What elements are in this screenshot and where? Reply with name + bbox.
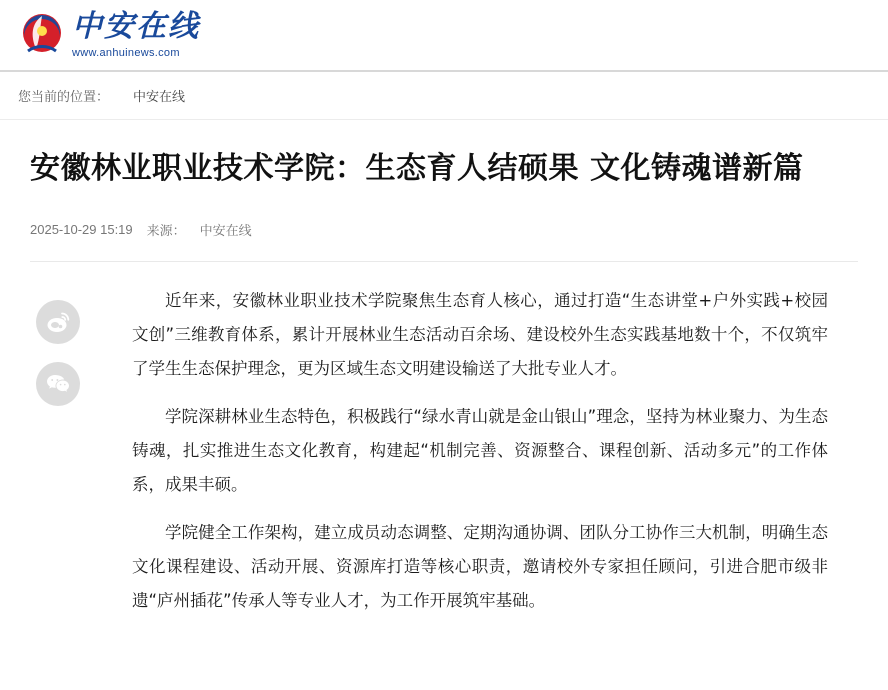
site-logo-text xyxy=(72,8,200,59)
anhui-news-logo-icon xyxy=(18,11,66,59)
article-paragraph: 学院健全工作架构，建立成员动态调整、定期沟通协调、团队分工协作三大机制，明确生态文化课程建设、活动开展、资源库打造等核心职责，邀请校外专家担任顾问，引进合肥市级非遗“庐州插花”传承人等专业人才，为工作开展筑牢基础。 xyxy=(132,523,828,610)
breadcrumb xyxy=(0,72,888,120)
article-paragraph: 近年来，安徽林业职业技术学院聚焦生态育人核心，通过打造“生态讲堂+户外实践+校园文创”三维教育体系，累计开展林业生态活动百余场、建设校外生态实践基地数十个，不仅筑牢了学生生态保护理念，更为区域生态文明建设输送了大批专业人才。 xyxy=(132,291,828,378)
article-source-link[interactable]: 中安在线 xyxy=(199,223,252,238)
article-source-label: 来源： xyxy=(146,223,186,238)
article-date: 2025-10-29 15:19 xyxy=(30,222,133,237)
article xyxy=(0,120,888,632)
page-title: 安徽林业职业技术学院：生态育人结硕果 文化铸魂谱新篇 xyxy=(30,151,804,186)
weibo-icon xyxy=(45,309,71,335)
article-body xyxy=(132,284,858,632)
article-content-wrap xyxy=(30,262,858,632)
article-paragraph: 学院深耕林业生态特色，积极践行“绿水青山就是金山银山”理念，坚持为林业聚力、为生态铸魂，扎实推进生态文化教育，构建起“机制完善、资源整合、课程创新、活动多元”的工作体系，成果丰硕。 xyxy=(132,407,828,494)
site-logo-title: 中安在线 xyxy=(72,8,200,44)
site-logo-url: www.anhuinews.com xyxy=(72,46,180,59)
article-meta xyxy=(30,220,858,262)
wechat-icon xyxy=(45,371,71,397)
share-weibo-button[interactable] xyxy=(36,300,80,344)
site-logo[interactable] xyxy=(18,8,200,59)
share-wechat-button[interactable] xyxy=(36,362,80,406)
breadcrumb-label: 您当前的位置： xyxy=(18,89,110,104)
share-rail xyxy=(30,284,132,632)
site-header xyxy=(0,0,888,72)
breadcrumb-item-home[interactable]: 中安在线 xyxy=(133,89,186,104)
